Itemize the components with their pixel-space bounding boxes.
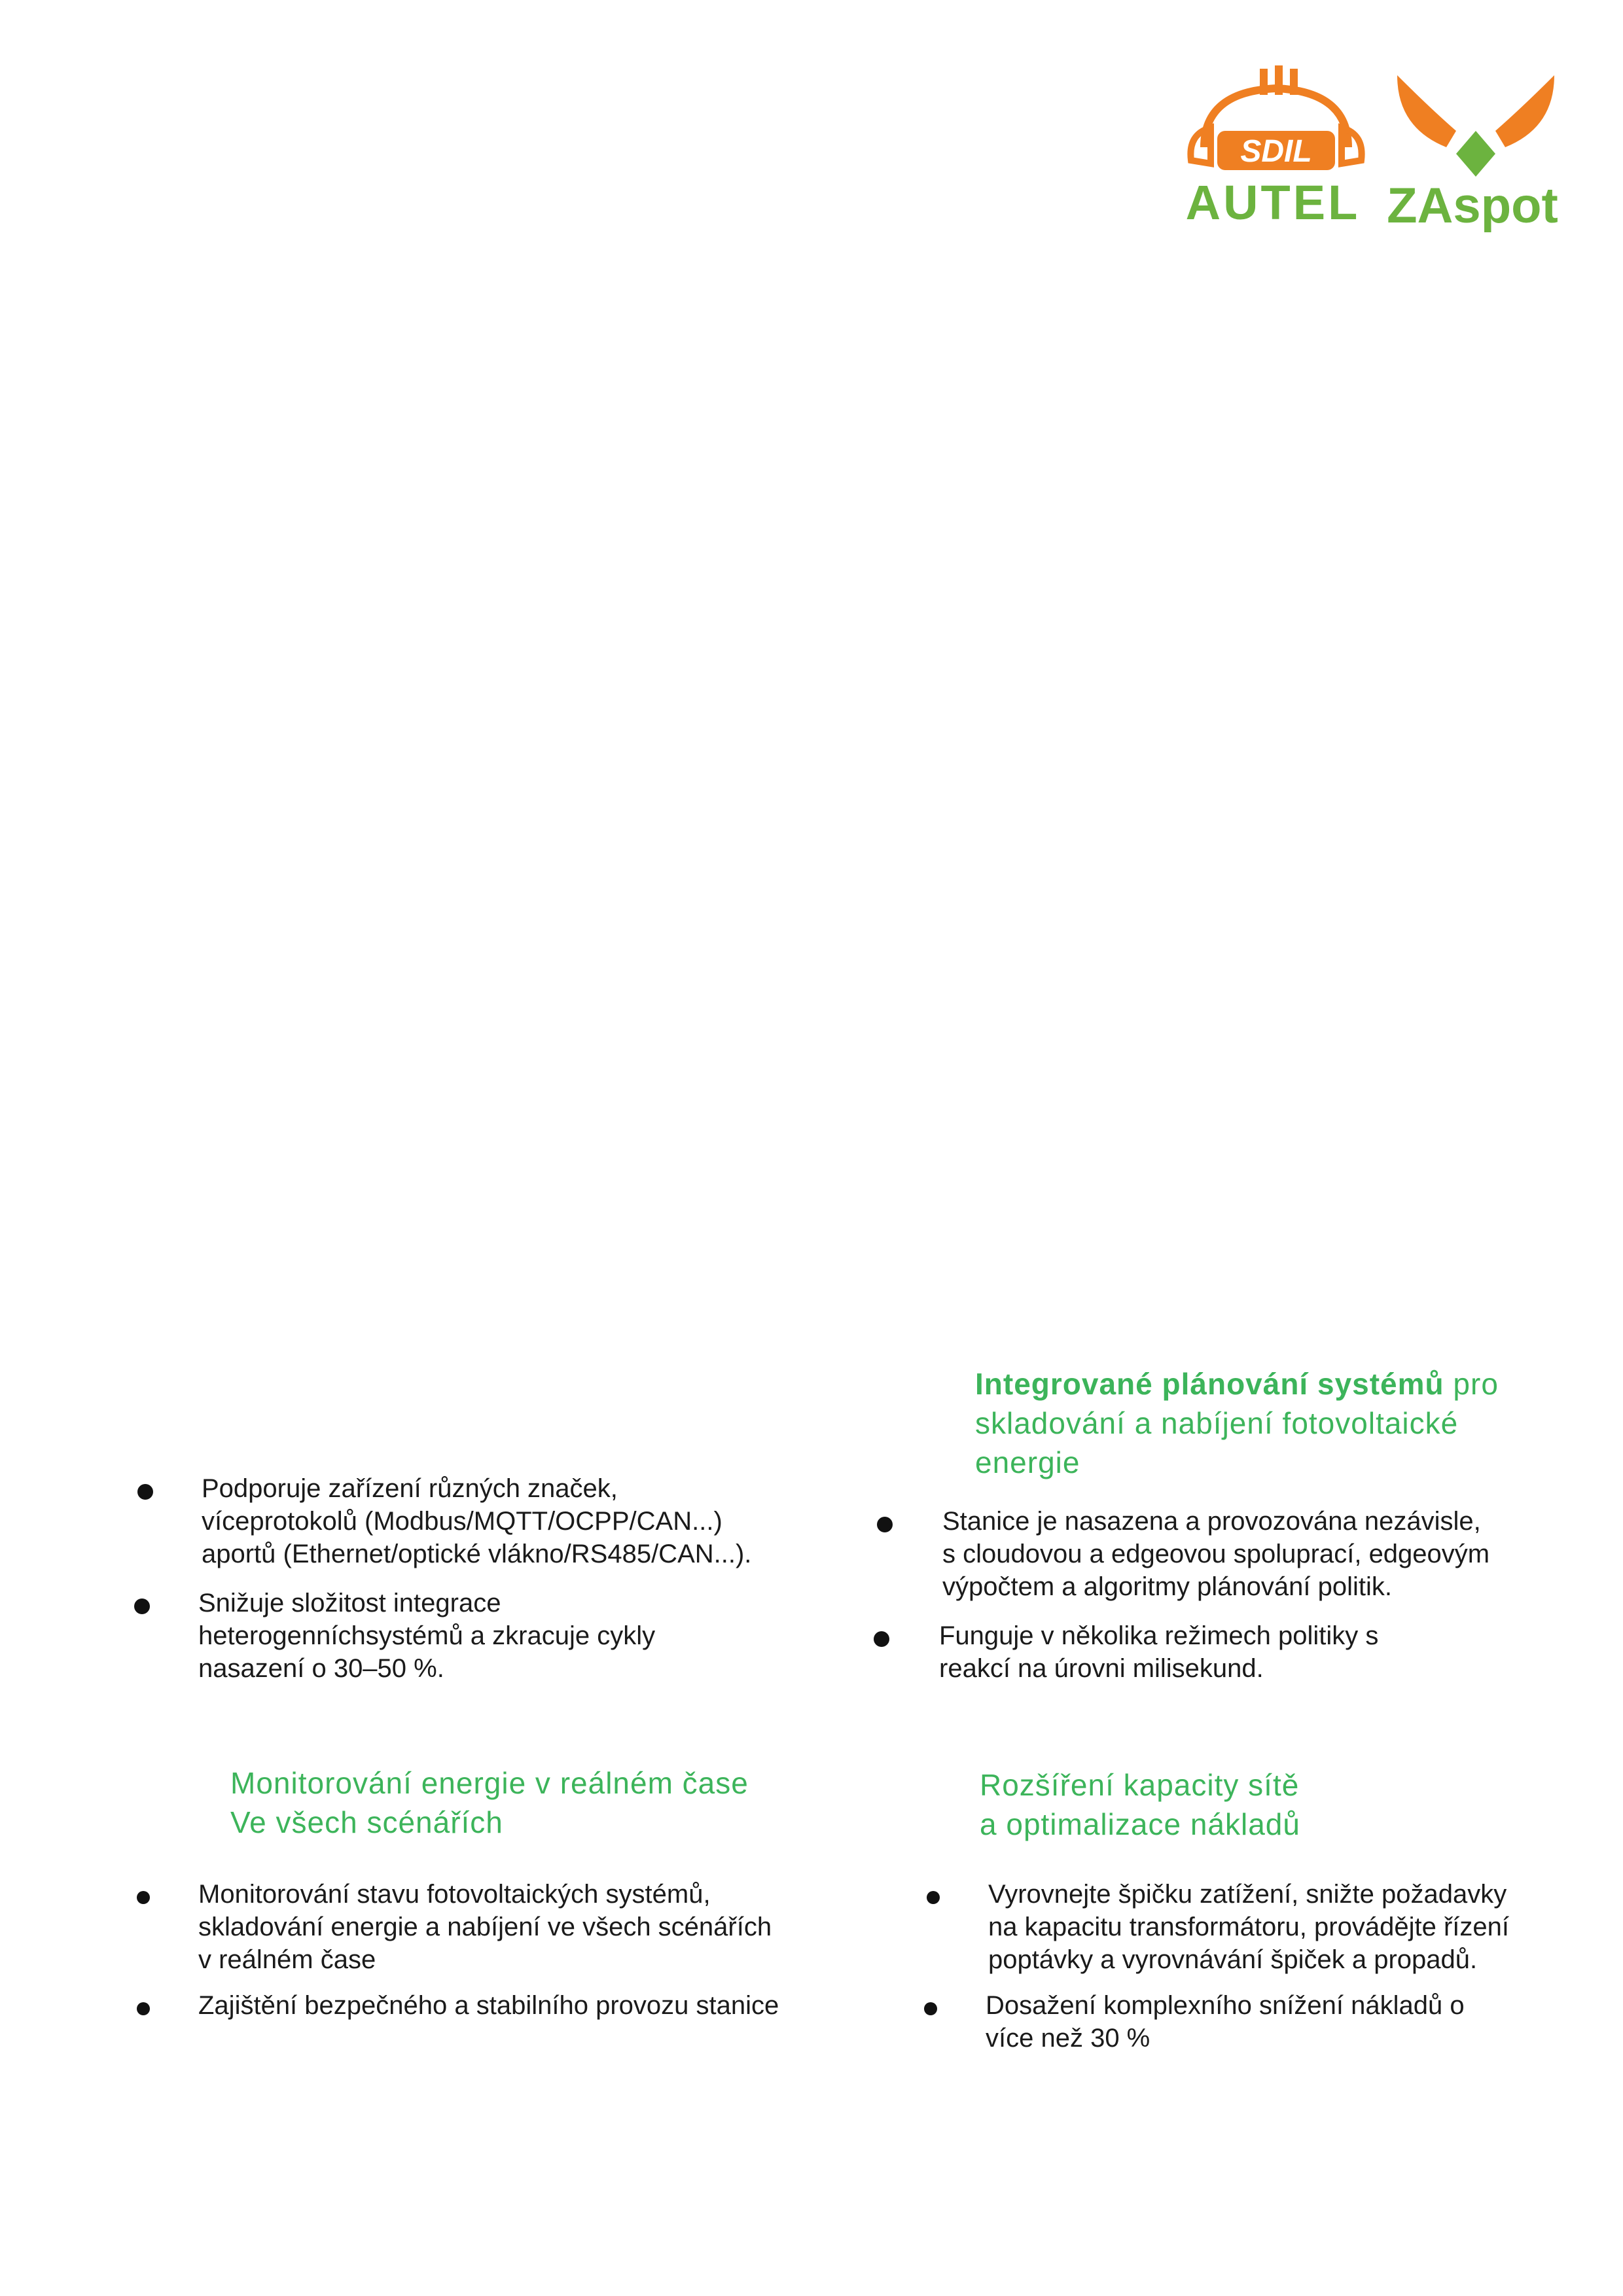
planning-bullet-1: [877, 1505, 1564, 1610]
bullet-dot: [927, 1891, 940, 1904]
zaspot-logo-text: ZAspot: [1387, 178, 1558, 232]
bullet-text: Monitorování stavu fotovoltaických systémů, skladování energie a nabíjení ve všech scénářích v reálném čase: [198, 1880, 772, 1974]
planning-heading-line2: skladování a nabíjení fotovoltaické: [975, 1406, 1459, 1440]
bullet-text: Zajištění bezpečného a stabilního provozu stanice: [198, 1991, 779, 2020]
bullet-text: Snižuje složitost integrace heterogenníchsystémů a zkracuje cykly nasazení o 30–50 %.: [198, 1589, 656, 1683]
zaspot-logo: [1378, 62, 1567, 232]
zaspot-left-wing-icon: [1397, 75, 1456, 147]
monitoring-bullet-2: [134, 1989, 854, 2028]
bullet-dot: [874, 1631, 889, 1647]
capacity-bullet-1: [924, 1878, 1578, 1983]
planning-bullet-2: [874, 1619, 1561, 1691]
planning-heading: [975, 1364, 1499, 1482]
bullet-text: Funguje v několika režimech politiky s reakcí na úrovni milisekund.: [939, 1621, 1379, 1683]
integration-bullet-2: [134, 1587, 789, 1691]
monitoring-bullet-1: [134, 1878, 821, 1983]
bullet-dot: [137, 1484, 153, 1500]
bullet-text: Stanice je nasazena a provozována nezávisle, s cloudovou a edgeovou spoluprací, edgeovým výpočtem a algoritmy plánování politik.: [942, 1507, 1490, 1601]
autel-logo-text: AUTEL: [1185, 175, 1361, 230]
bullet-dot: [877, 1517, 893, 1532]
zaspot-diamond-icon: [1456, 131, 1495, 177]
capacity-heading: [980, 1765, 1300, 1844]
bullet-text: Podporuje zařízení různých značek, víceprotokolů (Modbus/MQTT/OCPP/CAN...) aportů (Ethernet/optické vlákno/RS485/CAN...).: [202, 1474, 752, 1568]
bullet-dot: [137, 1891, 150, 1904]
planning-heading-bold: Integrované plánování systémů: [975, 1367, 1444, 1401]
capacity-bullet-2: [921, 1989, 1576, 2061]
bullet-text: Vyrovnejte špičku zatížení, snižte požadavky na kapacitu transformátoru, provádějte řízení poptávky a vyrovnávání špiček a propadů.: [988, 1880, 1509, 1974]
sdil-logo-text: SDIL: [1240, 134, 1312, 169]
bullet-text: Dosažení komplexního snížení nákladů o více než 30 %: [986, 1991, 1465, 2053]
bullet-dot: [137, 2002, 150, 2015]
sdil-autel-logo: [1171, 62, 1387, 232]
planning-heading-line1-rest: pro: [1444, 1367, 1499, 1401]
planning-heading-line3: energie: [975, 1445, 1080, 1479]
capacity-heading-line2: a optimalizace nákladů: [980, 1807, 1300, 1841]
monitoring-heading-line1: Monitorování energie v reálném čase: [230, 1766, 749, 1800]
monitoring-heading-line2: Ve všech scénářích: [230, 1805, 503, 1839]
zaspot-right-wing-icon: [1495, 75, 1554, 147]
monitoring-heading: [230, 1763, 749, 1842]
logo-area: [1171, 62, 1564, 232]
bullet-dot: [134, 1598, 150, 1614]
integration-bullet-1: [137, 1472, 792, 1577]
capacity-heading-line1: Rozšíření kapacity sítě: [980, 1768, 1300, 1802]
bullet-dot: [924, 2002, 937, 2015]
